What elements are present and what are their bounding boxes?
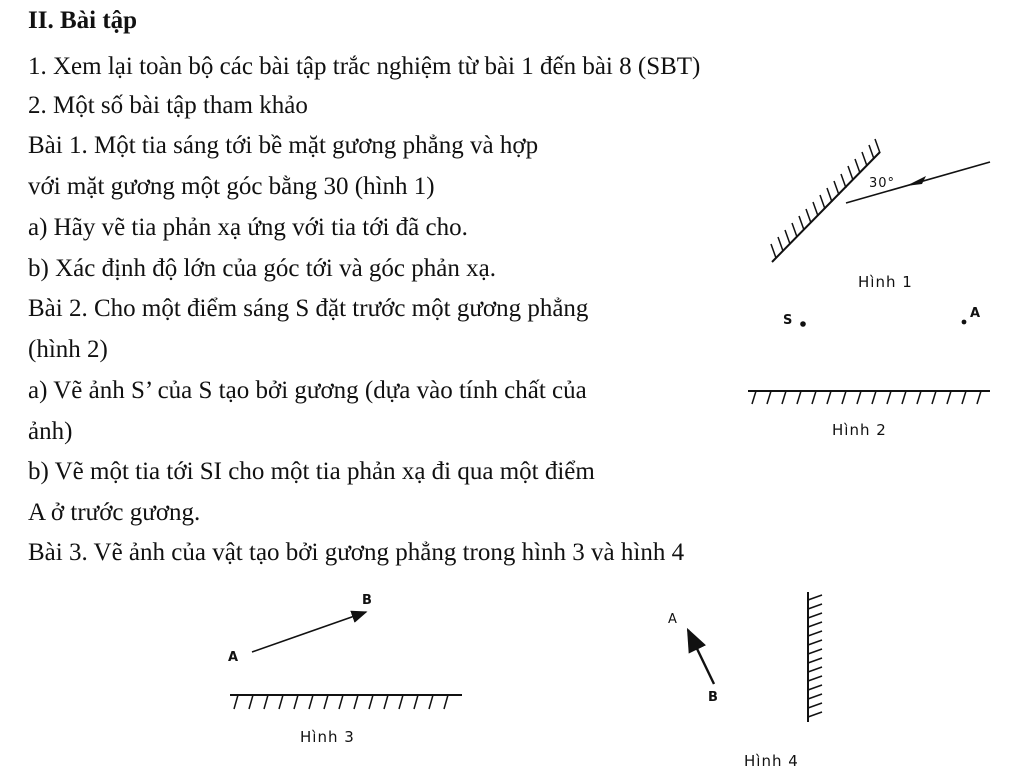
text-line-1: 1. Xem lại toàn bộ các bài tập trắc nghiệm từ bài 1 đến bài 8 (SBT): [28, 53, 701, 80]
figure-2-point-a-label: A: [970, 306, 981, 321]
exercise-1-intro: Bài 1. Một tia sáng tới bề mặt gương phẳng và hợp: [28, 132, 539, 159]
exercise-2-part-a: a) Vẽ ảnh S’ của S tạo bởi gương (dựa vào tính chất của: [28, 377, 587, 404]
exercise-1-part-b: b) Xác định độ lớn của góc tới và góc phản xạ.: [28, 255, 496, 282]
exercise-3-text: Bài 3. Vẽ ảnh của vật tạo bởi gương phẳng trong hình 3 và hình 4: [28, 539, 685, 566]
exercise-1-intro-cont: với mặt gương một góc bằng 30 (hình 1): [28, 173, 435, 200]
figure-4-point-b-label: B: [708, 690, 718, 705]
text-line-2: 2. Một số bài tập tham khảo: [28, 92, 308, 119]
figure-2-point-s-label: S: [783, 313, 793, 328]
exercise-2-part-b: b) Vẽ một tia tới SI cho một tia phản xạ đi qua một điểm: [28, 458, 595, 485]
figure-1-caption: Hình 1: [858, 273, 913, 291]
section-title: II. Bài tập: [28, 7, 138, 34]
figure-2-point-s-dot: [800, 321, 806, 327]
figure-2-mirror: [748, 391, 990, 404]
figure-3-point-a-label: A: [228, 650, 239, 665]
figure-3-mirror: [230, 695, 462, 709]
exercise-2-part-b-cont: A ở trước gương.: [28, 499, 201, 526]
figure-1-angle-label: 30°: [869, 176, 896, 191]
figure-4-point-a-label: A: [668, 612, 677, 627]
figure-1-mirror: [771, 139, 880, 262]
figure-3-point-b-label: B: [362, 593, 372, 608]
figure-3-object-ab: [252, 612, 366, 652]
figure-4-object-ab: [688, 630, 714, 684]
figure-2-caption: Hình 2: [832, 421, 887, 439]
figure-2-point-a-dot: [962, 320, 967, 325]
figure-1-ray-arrow: [906, 176, 926, 186]
figure-3-caption: Hình 3: [300, 728, 355, 746]
figure-4-mirror: [808, 592, 822, 722]
exercise-1-part-a: a) Hãy vẽ tia phản xạ ứng với tia tới đã cho.: [28, 214, 468, 241]
figure-4-caption: Hình 4: [744, 752, 799, 770]
exercise-2-part-a-cont: ảnh): [28, 418, 73, 445]
exercise-2-intro-cont: (hình 2): [28, 336, 108, 363]
exercise-2-intro: Bài 2. Cho một điểm sáng S đặt trước một gương phẳng: [28, 295, 589, 322]
